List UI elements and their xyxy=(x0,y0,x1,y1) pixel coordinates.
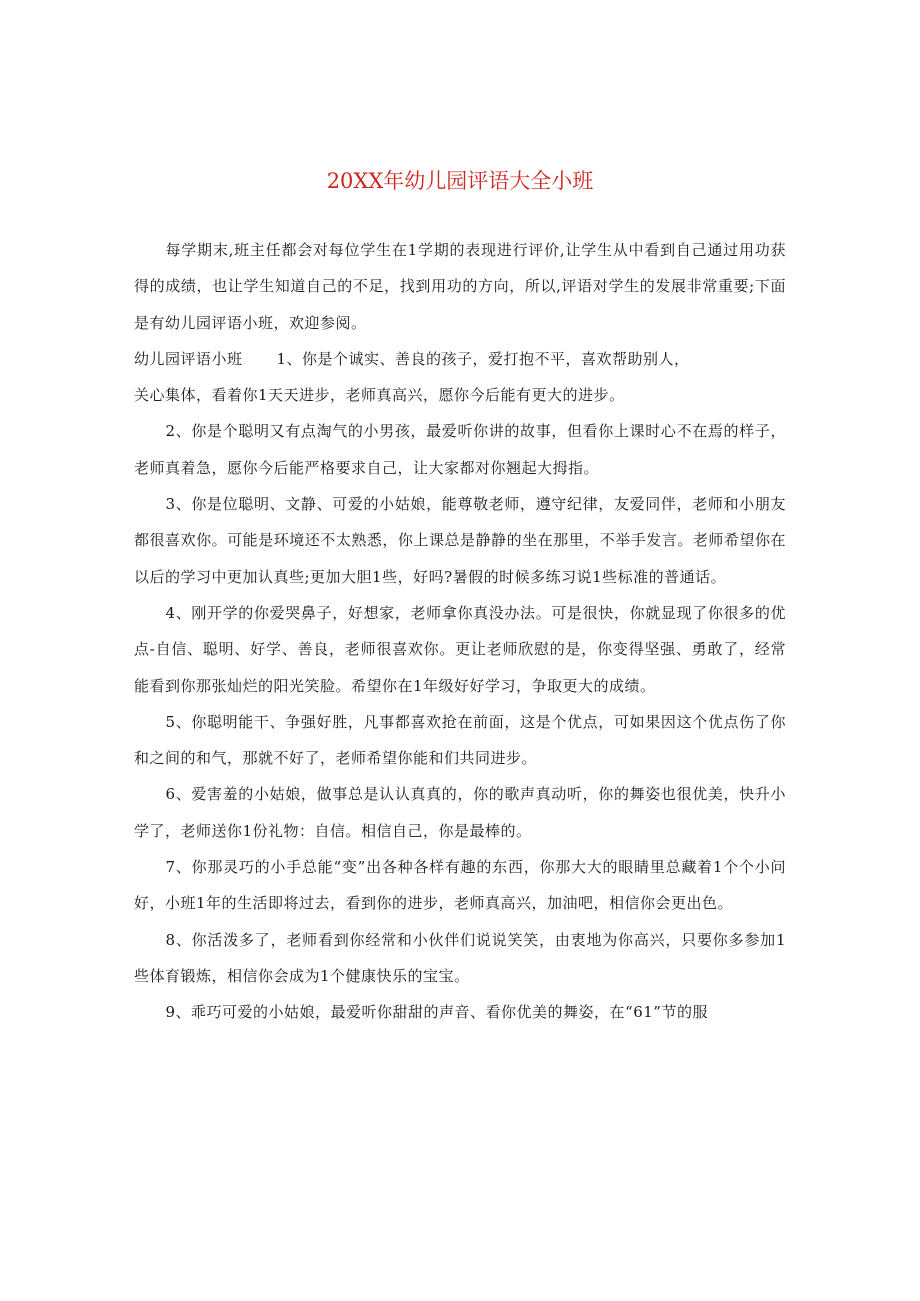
comment-paragraph: 5、你聪明能干、争强好胜，凡事都喜欢抢在前面，这是个优点，可如果因这个优点伤了你和之间的和气，那就不好了，老师希望你能和们共同进步。 xyxy=(134,712,786,768)
comment-paragraph: 4、刚开学的你爱哭鼻子，好想家，老师拿你真没办法。可是很快，你就显现了你很多的优点-自信、聪明、好学、善良，老师很喜欢你。更让老师欣慰的是，你变得坚强、勇敢了，经常能看到你那张灿烂的阳光笑脸。希望你在1年级好好学习，争取更大的成绩。 xyxy=(134,603,786,695)
comment-paragraph: 8、你活泼多了，老师看到你经常和小伙伴们说说笑笑，由衷地为你高兴，只要你多参加1些体育锻炼，相信你会成为1个健康快乐的宝宝。 xyxy=(134,930,786,985)
comment-1-continuation: 关心集体，看着你1天天进步，老师真高兴，愿你今后能有更大的进步。 xyxy=(134,386,625,405)
document-title: 20XX年幼儿园评语大全小班 xyxy=(326,169,594,193)
section-heading: 幼儿园评语小班 xyxy=(134,349,243,368)
document-body xyxy=(134,232,786,1031)
comment-paragraph-partial: 9、乖巧可爱的小姑娘，最爱听你甜甜的声音、看你优美的舞姿，在“61”节的服 xyxy=(165,1003,708,1022)
intro-paragraph: 每学期末,班主任都会对每位学生在1学期的表现进行评价,让学生从中看到自己通过用功获得的成绩，也让学生知道自己的不足，找到用功的方向，所以,评语对学生的发展非常重要;下面是有幼儿园评语小班，欢迎参阅。 xyxy=(134,241,786,332)
comment-paragraph: 2、你是个聪明又有点淘气的小男孩，最爱听你讲的故事，但看你上课时心不在焉的样子，老师真着急，愿你今后能严格要求自己，让大家都对你翘起大拇指。 xyxy=(134,422,786,477)
comment-paragraph: 3、你是位聪明、文静、可爱的小姑娘，能尊敬老师，遵守纪律，友爱同伴，老师和小朋友都很喜欢你。可能是环境还不太熟悉，你上课总是静静的坐在那里，不举手发言。老师希望你在以后的学习中更加认真些;更加大胆1些，好吗?暑假的时候多练习说1些标准的普通话。 xyxy=(134,495,786,586)
comment-1-line-1: 1、你是个诚实、善良的孩子，爱打抱不平，喜欢帮助别人， xyxy=(276,349,690,368)
comment-paragraph: 7、你那灵巧的小手总能“变”出各种各样有趣的东西，你那大大的眼睛里总藏着1个个小问好，小班1年的生活即将过去，看到你的进步，老师真高兴，加油吧，相信你会更出色。 xyxy=(134,858,786,913)
comment-paragraph: 6、爱害羞的小姑娘，做事总是认认真真的，你的歌声真动听，你的舞姿也很优美，快升小学了，老师送你1份礼物：自信。相信自己，你是最棒的。 xyxy=(134,785,786,840)
comment-1-paragraph xyxy=(134,341,786,377)
